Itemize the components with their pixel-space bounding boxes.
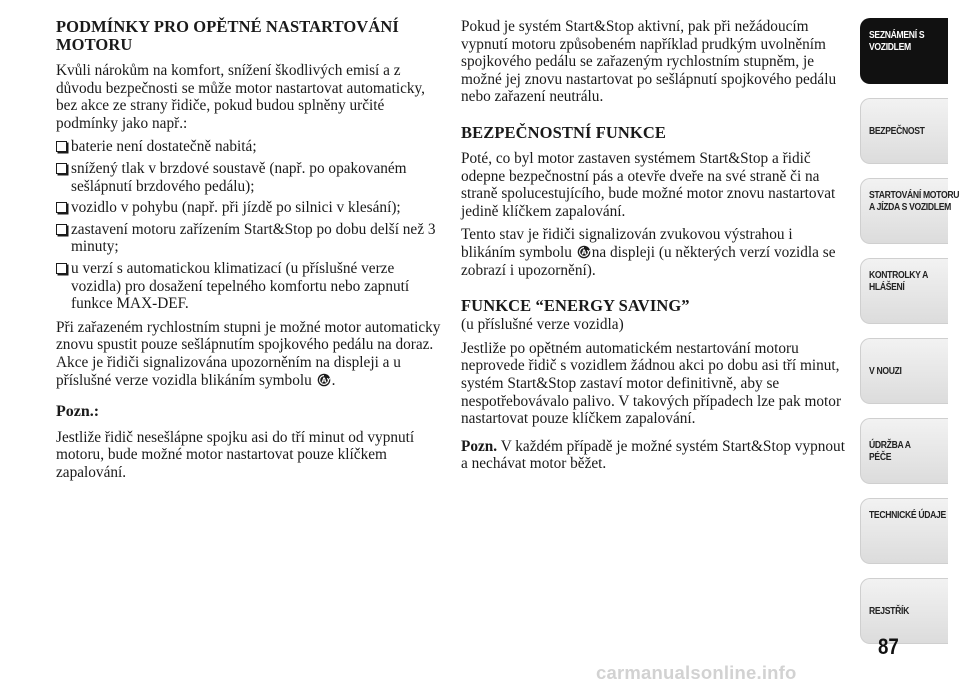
safety-paragraph-1: Poté, co byl motor zastaven systémem Start&Stop a řidič odepne bezpečnostní pás a otevře dveře na své straně či na straně spolucestujícího, bude možné motor znovu nastartovat jedině klíčkem zapalování. [461,149,836,220]
checkbox-bullet-icon [56,224,67,235]
list-item: baterie není dostatečně nabitá; [56,138,442,156]
energy-saving-heading: FUNKCE “ENERGY SAVING” [461,296,690,316]
checkbox-bullet-icon [56,202,67,213]
left-column [56,18,442,487]
watermark: carmanualsonline.info [596,662,797,683]
checkbox-bullet-icon [56,163,67,174]
energy-saving-paragraph: Jestliže po opětném automatickém nestartování motoru neprovede řidič s vozidlem žádnou akci po dobu asi tří minut, systém Start&Stop zastaví motor definitivně, aby se nespotřebovávalo palivo. V takových případech lze pak motor nastartovat pouze klíčkem zapalování. [461,339,842,428]
svg-text:A: A [321,376,327,385]
right-note-label: Pozn. [461,437,498,455]
tab-v-nouzi[interactable]: V NOUZI [860,338,948,404]
tab-technicke-udaje[interactable]: TECHNICKÉ ÚDAJE [860,498,948,564]
safety-heading: BEZPEČNOSTNÍ FUNKCE [461,122,666,142]
note-title: Pozn.: [56,403,100,421]
checkbox-bullet-icon [56,263,67,274]
energy-saving-subtitle: (u příslušné verze vozidla) [461,316,624,334]
conditions-list [56,138,442,312]
tab-startovani-motoru[interactable]: STARTOVÁNÍ MOTORU A JÍZDA S VOZIDLEM [860,178,948,244]
list-item: snížený tlak v brzdové soustavě (např. po opakovaném sešlápnutí brzdového pedálu); [56,160,442,195]
tab-udrzba-a-pece[interactable]: ÚDRŽBA A PÉČE [860,418,948,484]
startstop-intro: Pokud je systém Start&Stop aktivní, pak při nežádoucím vypnutí motoru způsobeném například prudkým uvolněním spojkového pedálu se zařazeným rychlostním stupněm, je možné jej znovu nastartovat po sešlápnutí spojkového pedálu nebo zařazení neutrálu. [461,18,837,106]
page-number: 87 [878,634,899,659]
tab-kontrolky-a-hlaseni[interactable]: KONTROLKY A HLÁŠENÍ [860,258,948,324]
start-stop-icon [577,245,591,259]
right-column [461,18,845,479]
safety-paragraph-2: Tento stav je řidiči signalizován zvukovou výstrahou i blikáním symbolu A na displeji (u některých verzí vozidla se zobrazí i upozornění). [461,226,836,279]
note-text: Jestliže řidič nesešlápne spojku asi do tří minut od vypnutí motoru, bude možné motor nastartovat pouze klíčkem zapalování. [56,428,415,481]
list-item: u verzí s automatickou klimatizací (u příslušné verze vozidla) pro dosažení tepelného komfortu nebo zapnutí funkce MAX-DEF. [56,260,442,313]
chapter-sidebar [860,18,960,658]
conditions-heading: PODMÍNKY PRO OPĚTNÉ NASTARTOVÁNÍ MOTORU [56,17,399,54]
start-stop-icon [317,373,331,387]
checkbox-bullet-icon [56,141,67,152]
conditions-intro: Kvůli nárokům na komfort, snížení škodlivých emisí a z důvodu bezpečnosti se může motor nastartovat automaticky, bez akce ze strany řidiče, pokud budou splněny určité podmínky jako např.: [56,62,425,132]
restart-paragraph: Při zařazeném rychlostním stupni je možné motor automaticky znovu spustit pouze sešlápnutím spojkového pedálu na doraz. Akce je řidiči signalizována upozorněním na displeji a u příslušné verze vozidla blikáním symbolu A . [56,318,441,389]
tab-rejstrik[interactable]: REJSTŘÍK [860,578,948,644]
list-item: zastavení motoru zařízením Start&Stop po dobu delší než 3 minuty; [56,221,442,256]
list-item: vozidlo v pohybu (např. při jízdě po silnici v klesání); [56,199,442,217]
svg-text:A: A [581,248,587,257]
tab-bezpecnost[interactable]: BEZPEČNOST [860,98,948,164]
tab-seznameni-s-vozidlem[interactable]: SEZNÁMENÍ S VOZIDLEM [860,18,948,84]
right-note [461,438,845,473]
right-note-text: V každém případě je možné systém Start&Stop vypnout a nechávat motor běžet. [461,437,845,473]
